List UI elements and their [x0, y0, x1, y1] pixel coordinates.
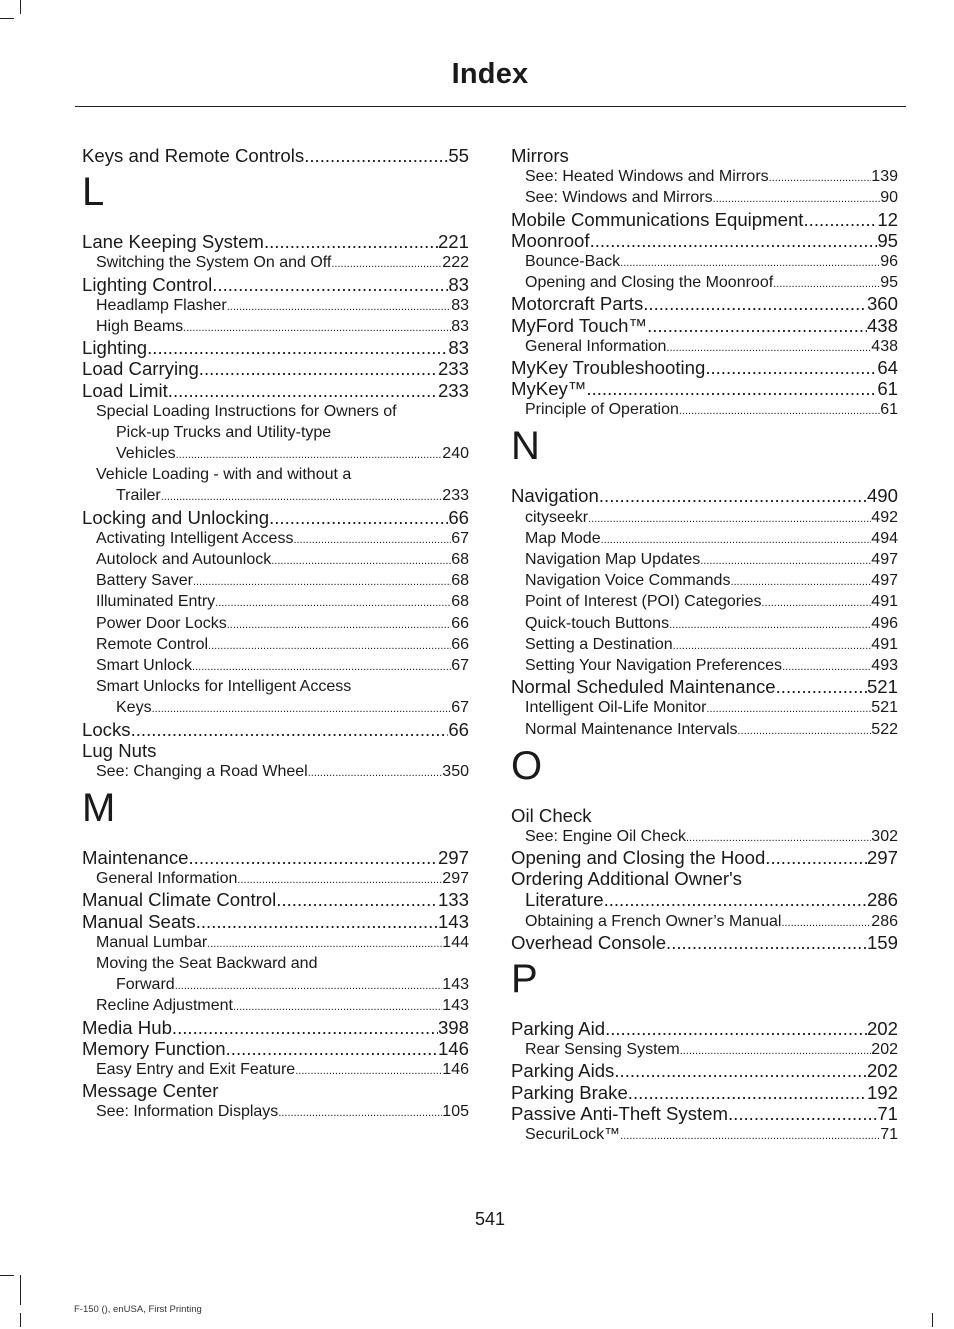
entry-label: Literature	[525, 889, 604, 911]
index-entry	[511, 399, 898, 420]
leader-dots	[227, 297, 451, 318]
entry-label: Maintenance	[82, 847, 189, 869]
entry-page: 146	[442, 1060, 469, 1078]
index-column-right	[511, 145, 898, 1145]
entry-label: Overhead Console	[511, 931, 667, 953]
index-entry	[511, 166, 898, 187]
leader-dots	[226, 1038, 438, 1059]
leader-dots	[666, 932, 867, 953]
leader-dots	[215, 593, 451, 614]
leader-dots	[669, 615, 871, 636]
entry-label: Moonroof	[511, 229, 590, 251]
leader-dots	[773, 274, 880, 295]
index-entry	[82, 911, 469, 932]
index-entry	[82, 528, 469, 549]
index-entry	[511, 549, 898, 570]
index-entry	[82, 485, 469, 506]
entry-label: Switching the System On and Off	[96, 254, 332, 272]
entry-label: Keys	[116, 699, 152, 717]
index-entry	[82, 697, 469, 718]
entry-page: 143	[442, 976, 469, 994]
page-number: 541	[474, 1209, 506, 1229]
entry-label: Intelligent Oil-Life Monitor	[525, 699, 707, 717]
entry-page: 398	[437, 1016, 469, 1038]
entry-label: Parking Aids	[511, 1060, 615, 1082]
entry-label: Smart Unlock	[96, 656, 193, 674]
entry-label: Normal Scheduled Maintenance	[511, 676, 776, 698]
entry-label: MyKey™	[511, 378, 587, 400]
leader-dots	[776, 676, 867, 697]
entry-label: Memory Function	[82, 1037, 226, 1059]
index-entry-text: Mirrors	[511, 145, 569, 166]
index-entry	[82, 1059, 469, 1080]
index-entry	[511, 570, 898, 591]
entry-label: Opening and Closing the Hood	[511, 847, 766, 869]
index-entry	[511, 293, 898, 314]
index-entry-text: Ordering Additional Owner's	[511, 868, 742, 890]
entry-page: 497	[871, 551, 898, 568]
index-entry	[82, 443, 469, 464]
index-entry-text: Lug Nuts	[82, 739, 157, 761]
footer-text: F-150 (), enUSA, First Printing	[74, 1304, 202, 1315]
index-entry	[511, 655, 898, 676]
index-entry	[82, 145, 469, 166]
leader-dots	[208, 636, 451, 657]
entry-page: 297	[437, 847, 469, 869]
index-entry	[82, 932, 469, 953]
crop-mark	[0, 1275, 14, 1276]
leader-dots	[705, 357, 877, 378]
index-entry	[82, 231, 469, 252]
entry-label: Illuminated Entry	[96, 593, 216, 611]
leader-dots	[152, 699, 452, 720]
entry-page: 71	[880, 1125, 898, 1143]
leader-dots	[278, 1103, 442, 1124]
index-entry	[82, 316, 469, 337]
entry-page: 83	[448, 273, 469, 295]
entry-label: Headlamp Flasher	[96, 296, 227, 314]
leader-dots	[199, 358, 438, 379]
index-entry	[511, 911, 898, 932]
entry-label: Navigation Voice Commands	[525, 572, 731, 590]
entry-page: 494	[871, 529, 898, 547]
entry-label: Locking and Unlocking	[82, 506, 270, 528]
entry-label: See: Information Displays	[96, 1103, 279, 1121]
index-entry-text: Oil Check	[511, 804, 592, 826]
index-entry	[511, 315, 898, 336]
leader-dots	[276, 889, 438, 910]
entry-label: Motorcraft Parts	[511, 293, 644, 315]
leader-dots	[803, 209, 877, 230]
index-entry	[511, 485, 898, 506]
entry-page: 233	[442, 487, 469, 505]
entry-label: Mobile Communications Equipment	[511, 208, 804, 230]
leader-dots	[781, 913, 871, 934]
index-entry	[82, 613, 469, 634]
leader-dots	[599, 485, 867, 506]
leader-dots	[620, 253, 880, 274]
entry-label: Passive Anti-Theft System	[511, 1102, 729, 1124]
leader-dots	[762, 593, 872, 614]
leader-dots	[131, 719, 449, 740]
header-rule	[75, 106, 906, 107]
entry-label: Principle of Operation	[525, 401, 679, 419]
leader-dots	[161, 487, 443, 508]
entry-label: See: Engine Oil Check	[525, 827, 686, 845]
entry-page: 286	[871, 912, 898, 930]
index-entry	[511, 889, 898, 910]
index-entry-text: Smart Unlocks for Intelligent Access	[96, 678, 352, 696]
entry-label: Forward	[116, 976, 175, 994]
entry-label: Map Mode	[525, 529, 601, 547]
section-letter: L	[82, 170, 105, 215]
entry-label: Obtaining a French Owner’s Manual	[525, 912, 782, 930]
leader-dots	[331, 254, 442, 275]
entry-label: Manual Lumbar	[96, 933, 208, 951]
entry-page: 67	[451, 529, 469, 547]
leader-dots	[168, 380, 438, 401]
index-entry	[511, 634, 898, 655]
page-title: Index	[451, 58, 529, 90]
leader-dots	[586, 378, 877, 399]
entry-label: Manual Climate Control	[82, 889, 277, 911]
crop-mark	[20, 1313, 21, 1327]
index-entry	[82, 974, 469, 995]
entry-page: 438	[866, 314, 898, 336]
entry-page: 61	[880, 401, 898, 419]
leader-dots	[192, 657, 451, 678]
index-entry	[82, 847, 469, 868]
leader-dots	[207, 934, 442, 955]
index-entry	[82, 274, 469, 295]
index-entry	[82, 591, 469, 612]
entry-page: 202	[866, 1018, 898, 1039]
leader-dots	[304, 145, 448, 166]
entry-page: 105	[442, 1103, 469, 1121]
leader-dots	[679, 401, 880, 422]
entry-page: 302	[871, 827, 898, 845]
entry-page: 159	[866, 931, 898, 953]
entry-label: Locks	[82, 718, 131, 740]
leader-dots	[628, 1082, 867, 1103]
leader-dots	[293, 530, 451, 551]
index-entry	[511, 187, 898, 208]
entry-page: 490	[866, 485, 898, 507]
entry-label: Setting a Destination	[525, 635, 673, 653]
section-letter: O	[511, 743, 543, 788]
index-entry	[511, 272, 898, 293]
entry-label: Manual Seats	[82, 910, 196, 932]
index-entry-text: Vehicle Loading - with and without a	[96, 466, 352, 484]
index-entry-text: Special Loading Instructions for Owners of	[96, 402, 397, 420]
section-letter: M	[82, 786, 116, 831]
entry-page: 240	[442, 445, 469, 463]
index-entry	[82, 761, 469, 782]
entry-label: Lighting	[82, 337, 148, 359]
entry-label: High Beams	[96, 317, 184, 335]
leader-dots	[700, 551, 871, 572]
entry-label: See: Windows and Mirrors	[525, 189, 713, 207]
entry-label: Keys and Remote Controls	[82, 145, 305, 166]
leader-dots	[643, 293, 867, 314]
leader-dots	[680, 1041, 872, 1062]
index-entry	[511, 591, 898, 612]
leader-dots	[308, 763, 443, 784]
entry-label: Lane Keeping System	[82, 231, 264, 253]
entry-page: 61	[877, 378, 898, 400]
leader-dots	[269, 507, 448, 528]
entry-label: Load Limit	[82, 379, 168, 401]
crop-mark	[20, 0, 21, 14]
leader-dots	[295, 1061, 442, 1082]
entry-page: 55	[448, 145, 469, 166]
entry-label: MyKey Troubleshooting	[511, 356, 706, 378]
index-entry	[511, 1039, 898, 1060]
entry-label: Lighting Control	[82, 273, 213, 295]
index-entry	[82, 1101, 469, 1122]
entry-page: 496	[871, 614, 898, 632]
entry-label: Recline Adjustment	[96, 997, 233, 1015]
entry-label: SecuriLock™	[525, 1125, 621, 1143]
entry-page: 202	[866, 1060, 898, 1082]
entry-page: 66	[448, 718, 469, 740]
index-entry	[82, 868, 469, 889]
leader-dots	[604, 889, 867, 910]
leader-dots	[782, 657, 871, 678]
leader-dots	[686, 828, 871, 849]
leader-dots	[188, 847, 437, 868]
leader-dots	[728, 1103, 877, 1124]
entry-page: 286	[866, 889, 898, 911]
entry-page: 522	[871, 720, 898, 738]
index-entry	[511, 826, 898, 847]
entry-page: 221	[437, 231, 469, 253]
leader-dots	[706, 699, 871, 720]
leader-dots	[738, 721, 872, 742]
index-entry	[511, 528, 898, 549]
crop-mark	[0, 18, 14, 19]
index-entry	[82, 655, 469, 676]
leader-dots	[147, 337, 448, 358]
entry-page: 297	[442, 870, 469, 888]
entry-page: 83	[448, 337, 469, 359]
entry-page: 133	[437, 889, 469, 911]
entry-label: General Information	[525, 337, 667, 355]
entry-page: 66	[448, 506, 469, 528]
entry-label: Opening and Closing the Moonroof	[525, 274, 774, 292]
entry-label: Quick-touch Buttons	[525, 614, 670, 632]
leader-dots	[590, 230, 878, 251]
entry-label: Autolock and Autounlock	[96, 551, 272, 568]
index-entry	[82, 719, 469, 740]
index-entry	[511, 613, 898, 634]
index-entry	[82, 337, 469, 358]
leader-dots	[237, 870, 442, 891]
leader-dots	[212, 274, 448, 295]
entry-label: Activating Intelligent Access	[96, 529, 294, 547]
entry-page: 146	[437, 1037, 469, 1059]
entry-page: 143	[437, 910, 469, 932]
entry-page: 66	[451, 614, 469, 632]
entry-page: 493	[871, 656, 898, 674]
entry-page: 67	[451, 699, 469, 717]
entry-page: 497	[871, 572, 898, 590]
leader-dots	[666, 338, 871, 359]
leader-dots	[264, 231, 438, 252]
index-entry	[511, 1103, 898, 1124]
entry-page: 491	[871, 635, 898, 653]
index-entry	[511, 209, 898, 230]
entry-label: Point of Interest (POI) Categories	[525, 593, 762, 611]
entry-page: 192	[866, 1081, 898, 1103]
entry-page: 144	[442, 933, 469, 951]
entry-page: 492	[871, 508, 898, 526]
entry-page: 68	[451, 572, 469, 590]
index-entry	[511, 230, 898, 251]
entry-page: 67	[451, 656, 469, 674]
entry-page: 83	[451, 317, 469, 335]
entry-page: 96	[880, 252, 898, 270]
entry-page: 66	[451, 635, 469, 653]
leader-dots	[673, 636, 872, 657]
entry-label: See: Heated Windows and Mirrors	[525, 168, 769, 186]
index-entry	[511, 1082, 898, 1103]
index-entry	[82, 889, 469, 910]
index-entry	[511, 507, 898, 528]
index-entry	[511, 336, 898, 357]
leader-dots	[175, 976, 443, 997]
entry-page: 297	[866, 847, 898, 869]
entry-page: 202	[871, 1041, 898, 1059]
entry-label: Parking Aid	[511, 1018, 606, 1039]
entry-label: Navigation Map Updates	[525, 551, 701, 568]
leader-dots	[647, 315, 867, 336]
index-entry	[511, 719, 898, 740]
index-entry	[511, 676, 898, 697]
index-column-left	[82, 145, 469, 1123]
entry-label: Bounce-Back	[525, 252, 621, 270]
leader-dots	[183, 318, 451, 339]
entry-label: Remote Control	[96, 635, 209, 653]
entry-label: cityseekr	[525, 508, 589, 526]
entry-page: 71	[877, 1102, 898, 1124]
index-entry	[82, 570, 469, 591]
leader-dots	[196, 911, 438, 932]
entry-page: 438	[871, 337, 898, 355]
crop-mark	[932, 1313, 933, 1327]
entry-page: 491	[871, 593, 898, 611]
entry-page: 521	[871, 699, 898, 717]
entry-page: 350	[442, 762, 469, 780]
crop-mark	[20, 1275, 21, 1305]
section-letter: N	[511, 424, 540, 469]
leader-dots	[765, 847, 867, 868]
leader-dots	[614, 1060, 867, 1081]
entry-page: 95	[880, 274, 898, 292]
index-entry	[82, 358, 469, 379]
entry-page: 233	[437, 358, 469, 380]
entry-label: Battery Saver	[96, 572, 193, 590]
index-entry	[82, 295, 469, 316]
index-entry-text: Moving the Seat Backward and	[96, 955, 318, 972]
entry-label: Navigation	[511, 485, 599, 507]
entry-label: Easy Entry and Exit Feature	[96, 1060, 296, 1078]
leader-dots	[233, 997, 442, 1018]
index-entry	[511, 1060, 898, 1081]
index-entry	[511, 1018, 898, 1039]
leader-dots	[730, 572, 871, 593]
section-letter: P	[511, 957, 538, 1001]
entry-page: 360	[866, 293, 898, 315]
index-entry	[511, 847, 898, 868]
index-entry	[82, 995, 469, 1016]
index-entry	[511, 251, 898, 272]
entry-page: 233	[437, 379, 469, 401]
entry-page: 68	[451, 593, 469, 611]
entry-page: 521	[866, 676, 898, 698]
index-entry	[82, 380, 469, 401]
leader-dots	[227, 615, 451, 636]
index-entry	[82, 252, 469, 273]
entry-label: MyFord Touch™	[511, 314, 648, 336]
leader-dots	[601, 530, 872, 551]
leader-dots	[605, 1018, 867, 1039]
leader-dots	[172, 1017, 438, 1038]
entry-page: 12	[877, 208, 898, 230]
entry-page: 222	[442, 254, 469, 272]
entry-label: Parking Brake	[511, 1081, 628, 1103]
entry-label: Media Hub	[82, 1016, 172, 1038]
index-entry	[511, 378, 898, 399]
index-entry	[82, 1038, 469, 1059]
leader-dots	[271, 551, 451, 572]
entry-label: Normal Maintenance Intervals	[525, 720, 738, 738]
index-entry	[511, 932, 898, 953]
entry-label: Vehicles	[116, 445, 176, 463]
index-entry	[511, 357, 898, 378]
index-entry	[82, 1017, 469, 1038]
index-entry-text: Pick-up Trucks and Utility-type	[116, 423, 332, 441]
leader-dots	[620, 1126, 880, 1147]
leader-dots	[193, 572, 451, 593]
leader-dots	[769, 168, 872, 189]
index-entry-text: Message Center	[82, 1080, 219, 1102]
index-entry	[82, 507, 469, 528]
leader-dots	[588, 509, 871, 530]
entry-page: 64	[877, 356, 898, 378]
entry-page: 68	[451, 551, 469, 568]
entry-label: Power Door Locks	[96, 614, 227, 632]
entry-page: 90	[880, 189, 898, 207]
entry-page: 143	[442, 997, 469, 1015]
index-entry	[511, 1124, 898, 1145]
entry-label: General Information	[96, 870, 238, 888]
entry-page: 139	[871, 168, 898, 186]
entry-label: See: Changing a Road Wheel	[96, 762, 308, 780]
index-entry	[511, 697, 898, 718]
leader-dots	[176, 445, 443, 466]
entry-label: Load Carrying	[82, 358, 199, 380]
index-entry	[82, 549, 469, 570]
entry-label: Rear Sensing System	[525, 1041, 680, 1059]
entry-label: Setting Your Navigation Preferences	[525, 656, 783, 674]
entry-page: 83	[451, 296, 469, 314]
entry-label: Trailer	[116, 487, 161, 505]
index-entry	[82, 634, 469, 655]
entry-page: 95	[877, 229, 898, 251]
leader-dots	[713, 189, 881, 210]
